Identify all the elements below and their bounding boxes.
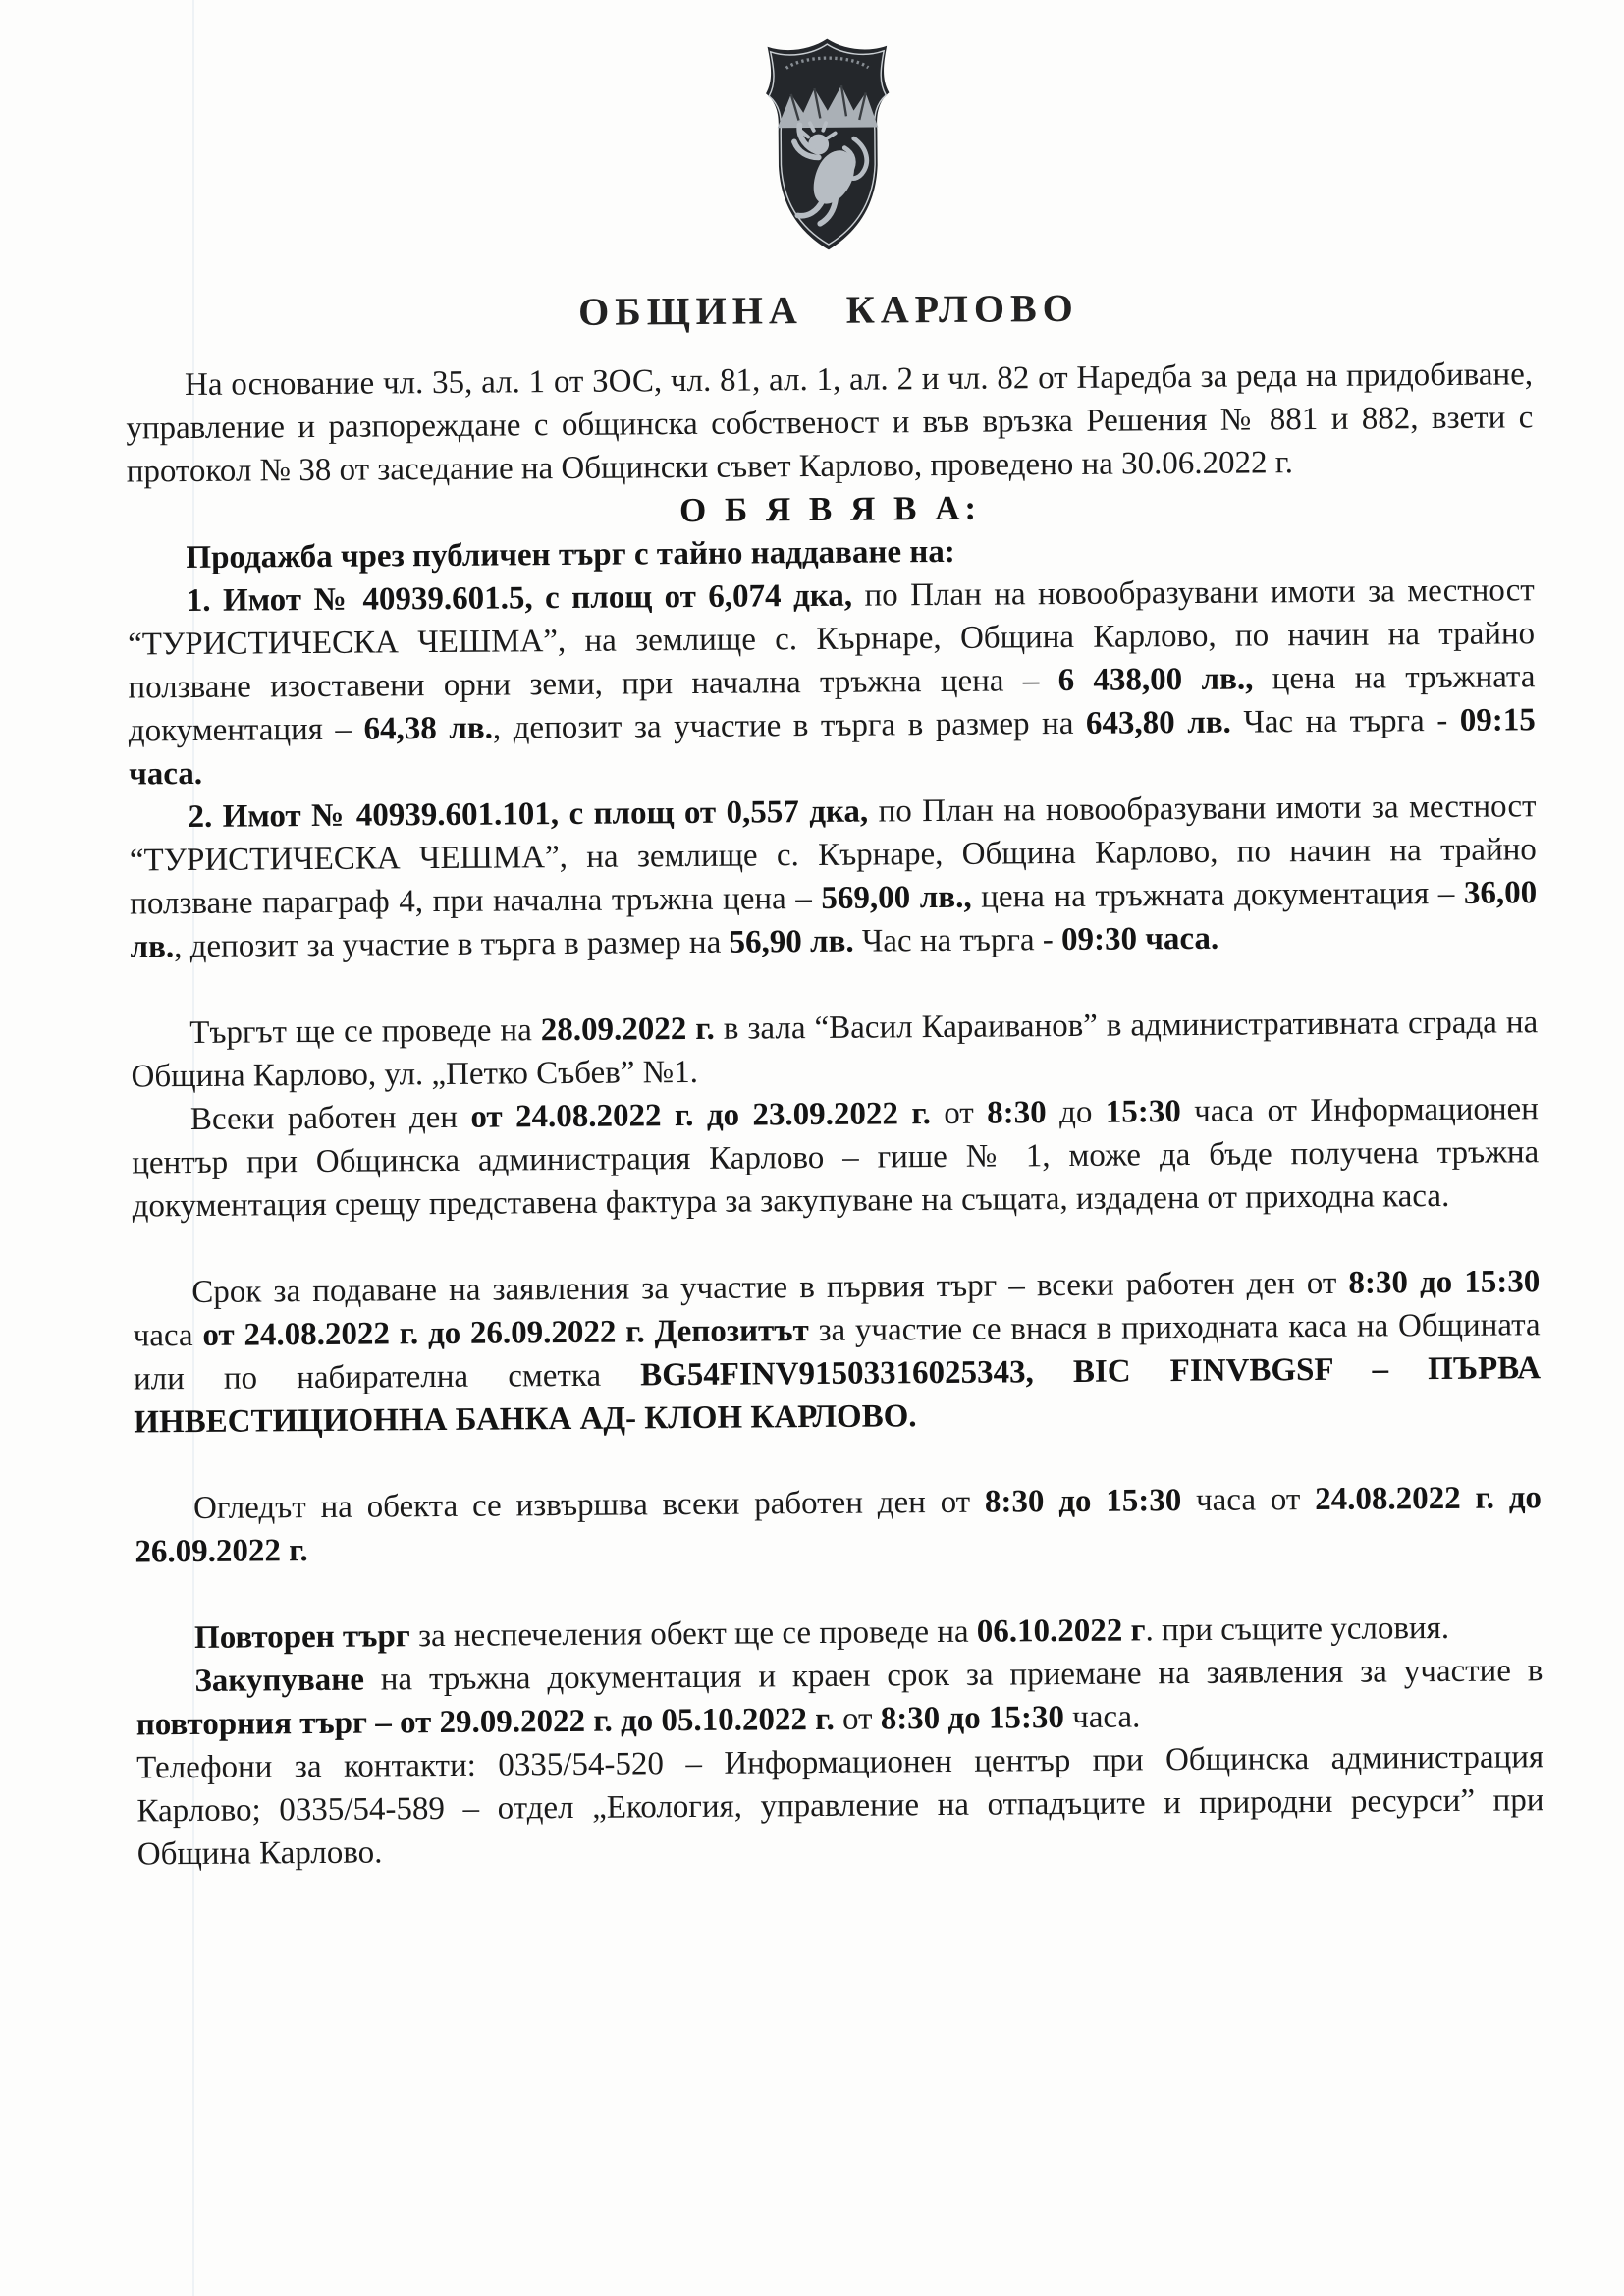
bold-text-run: 8:30 до 15:30 (880, 1700, 1065, 1737)
karlovo-coat-of-arms-icon (752, 28, 903, 263)
paragraph-contacts (136, 1735, 1544, 1876)
bold-text-run: 2. Имот № 40939.601.101, с площ от 0,557 дка, (188, 793, 869, 836)
page-title: ОБЩИНА КАРЛОВО (577, 285, 1079, 334)
bold-text-run: 8:30 до 15:30 (1348, 1264, 1541, 1301)
bold-text-run: 15:30 (1105, 1094, 1181, 1130)
bold-text-run: 643,80 лв. (1085, 704, 1231, 741)
paragraph-item-1 (128, 569, 1537, 795)
paragraph-documentation-purchase (132, 1087, 1540, 1228)
bold-text-run: 8:30 до 15:30 (984, 1483, 1182, 1520)
bold-text-run: Закупуване (194, 1662, 365, 1699)
text-run: . при същите условия. (1145, 1610, 1450, 1649)
text-run: часа. (1063, 1699, 1141, 1736)
bold-text-run: 6 438,00 лв., (1057, 661, 1254, 699)
bold-text-run: 28.09.2022 г. (540, 1011, 715, 1049)
text-run: Час на търга - (853, 922, 1062, 959)
bold-text-run: 64,38 лв. (363, 710, 494, 747)
text-run: цена на тръжната документация – (128, 659, 1536, 749)
text-run: до (1046, 1094, 1106, 1131)
text-run: от (930, 1095, 988, 1132)
text-run: Всеки работен ден (189, 1099, 471, 1138)
bold-text-run: от 24.08.2022 г. до 23.09.2022 г. (470, 1096, 932, 1135)
bold-text-run: 09:15 часа. (129, 702, 1536, 793)
bold-text-run: Повторен търг (193, 1618, 410, 1656)
bold-text-run: от 24.08.2022 г. до 26.09.2022 г. Депозитът (202, 1313, 809, 1353)
bold-text-run: 569,00 лв., (821, 879, 972, 916)
text-run: часа от (1181, 1482, 1316, 1519)
paragraph-repeat-purchase (135, 1649, 1543, 1746)
bold-text-run: О Б Я В Я В А: (678, 488, 982, 530)
text-run: на тръжна документация и краен срок за приемане на заявления за участие в (363, 1653, 1543, 1698)
document-body (126, 353, 1544, 1876)
text-run: Срок за подаване на заявления за участие в първия търг – всеки работен ден от (191, 1265, 1349, 1311)
bold-text-run: 09:30 часа. (1060, 920, 1219, 958)
text-run: от (834, 1701, 881, 1737)
paragraph-auction-date (131, 1001, 1539, 1098)
text-run: цена на тръжната документация – (971, 875, 1465, 915)
bold-text-run: 56,90 лв. (729, 923, 854, 960)
text-run: часа (133, 1317, 203, 1354)
text-run: за участие се внася в приходната каса на Общината или по набирателна сметка (133, 1307, 1541, 1397)
text-run: Търгът ще се проведе на (189, 1012, 541, 1052)
bold-text-run: 06.10.2022 г (976, 1613, 1146, 1650)
paragraph-item-2 (129, 785, 1537, 968)
text-run: по План на новообразувани имоти за местност “ТУРИСТИЧЕСКА ЧЕШМА”, на землище с. Кърнаре, Община Карлово, по начин на трайно ползване параграф 4, при начална тръжна цена – (129, 789, 1537, 922)
bold-text-run: Продажба чрез публичен търг с тайно наддаване на: (186, 533, 955, 576)
bold-text-run: 1. Имот № 40939.601.5, с площ от 6,074 дка, (186, 577, 853, 620)
text-run: в зала “Васил Караиванов” в административната сграда на Община Карлово, ул. „Петко Събев” №1. (131, 1005, 1539, 1095)
text-run: На основание чл. 35, ал. 1 от ЗОС, чл. 81, ал. 1, ал. 2 и чл. 82 от Наредба за реда на придобиване, управление и разпореждане с общинска собственост и във връзка Решения № 881 и 882, взети с протокол № 38 от заседание на Общински съвет Карлово, проведено на 30.06.2022 г. (126, 356, 1534, 490)
text-run: , депозит за участие в търга в размер на (174, 924, 730, 965)
text-run: Огледът на обекта се извършва всеки работен ден от (192, 1484, 986, 1526)
text-run: , депозит за участие в търга в размер на (492, 705, 1087, 746)
text-run: Телефони за контакти: 0335/54-520 – Информационен център при Общинска администрация Карлово; 0335/54-589 – отдел „Екология, управление на отпадъците и природни ресурси” при Община Карлово. (135, 1739, 1544, 1873)
bold-text-run: 36,00 лв. (130, 875, 1538, 965)
text-run: Час на търга - (1230, 702, 1460, 740)
bold-text-run: 8:30 (987, 1095, 1047, 1131)
bold-text-run: повторния търг – от 29.09.2022 г. до 05.10.2022 г. (135, 1701, 835, 1743)
text-run: часа от Информационен център при Общинска администрация Карлово – гише № 1, може да бъде получена тръжна документация срещу представена фактура за закупуване на същата, издадена от приходна каса. (132, 1091, 1540, 1225)
paragraph-site-inspection (135, 1476, 1543, 1573)
bold-text-run: 24.08.2022 г. до 26.09.2022 г. (135, 1480, 1543, 1570)
paragraph-application-deadline (133, 1260, 1541, 1444)
text-run: по План на новообразувани имоти за местност “ТУРИСТИЧЕСКА ЧЕШМА”, на землище с. Кърнаре, Община Карлово, по начин на трайно ползване изоставени орни земи, при начална тръжна цена – (127, 573, 1536, 706)
text-run: за неспечеления обект ще се проведе на (409, 1613, 977, 1655)
paragraph-intro (126, 353, 1534, 493)
bold-text-run: BG54FINV91503316025343, BIC FINVBGSF – ПЪРВА ИНВЕСТИЦИОННА БАНКА АД- КЛОН КАРЛОВО. (134, 1350, 1542, 1441)
